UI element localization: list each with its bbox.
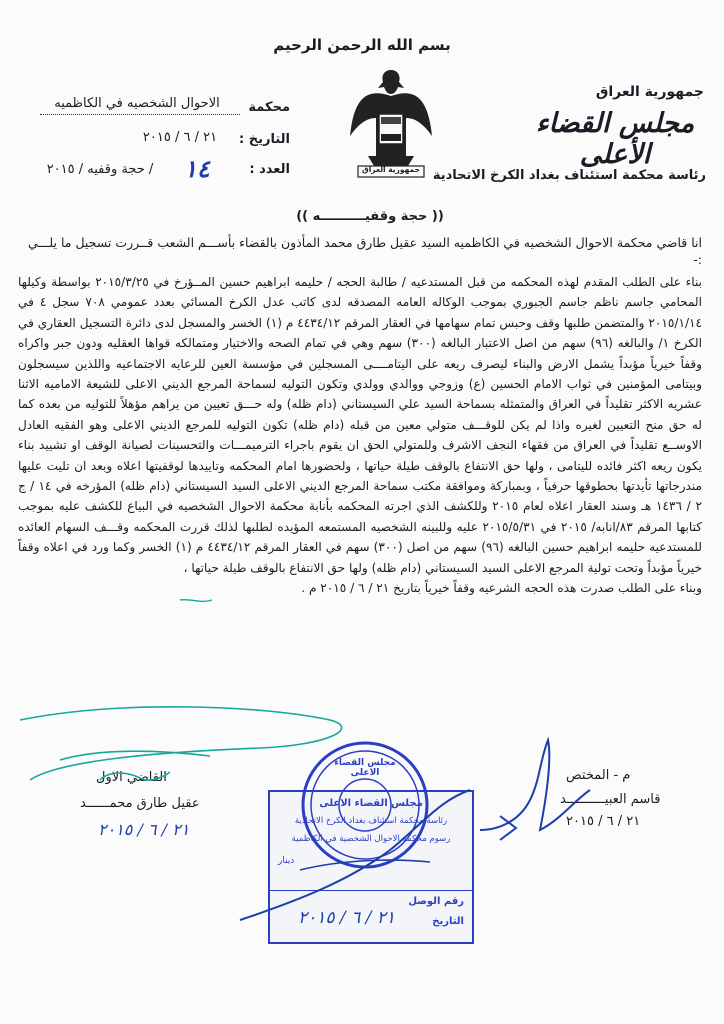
republic-heading: جمهورية العراق [595, 84, 704, 100]
document-body [18, 272, 702, 599]
fee-stamp-line-6: التاريخ [432, 916, 464, 927]
court-fee-stamp [268, 790, 474, 944]
body-paragraph-closing: وبناء على الطلب صدرت هذه الحجه الشرعيه وقفاً خيرياً بتاريخ ٢١ / ٦ / ٢٠١٥ م . [301, 581, 702, 596]
clerk-name: قاسم العبيــــــــــد [560, 792, 661, 807]
fee-stamp-line-5: رقم الوصل [408, 896, 464, 907]
judge-handwritten-date: ٢١ / ٦ / ٢٠١٥ [98, 820, 190, 839]
number-label: العدد : [249, 162, 290, 177]
council-heading: مجلس القضاء الأعلى [535, 108, 695, 170]
date-label: التاريخ : [239, 132, 290, 147]
fee-stamp-line-2: رئاسة محكمة استئناف بغداد الكرخ الاتحادية [294, 816, 448, 826]
round-stamp-text: مجلس القضاء الاعلى [334, 758, 396, 778]
fee-stamp-divider [270, 890, 472, 891]
fee-stamp-handwritten-date: ٢١ / ٦ / ٢٠١٥ [298, 908, 396, 928]
clerk-title: م - المختص [566, 768, 631, 783]
judge-title: القاضي الاول [96, 770, 167, 785]
court-label: محكمة [248, 100, 290, 115]
document-title: (( حجة وقفيــــــــــه )) [296, 209, 444, 224]
court-dotted-line [40, 114, 240, 115]
emblem-caption: جمهورية العراق [362, 165, 420, 174]
clerk-date: ٢١ / ٦ / ٢٠١٥ [566, 814, 641, 829]
number-suffix: / حجة وقفيه / ٢٠١٥ [46, 162, 154, 177]
fee-stamp-line-4: دينار [278, 856, 295, 866]
intro-paragraph: انا قاضي محكمة الاحوال الشخصيه في الكاظميه السيد عقيل طارق محمد المأذون بالقضاء بأســـم الشعب قــررت تسجيل ما يلـــي :- [27, 235, 702, 267]
body-paragraph-main: بناء على الطلب المقدم لهذه المحكمه من قبل المستدعيه / طالبة الحجه / حليمه ابراهيم حسين المــؤرخ في ٢٠١٥/٣/٢٥ بواسطة وكيلها المحامي جاسم ناظم جاسم الجبوري بموجب الوكاله العامه المصدقه لدى كاتب عدل الكرخ المسائي بعدد عمومي ٧٠٨ سجل ٤ في ٢٠١٥/١/١٤ والمتضمن طلبها وقف وحبس تمام سهامها في العقار المرقم ٤٤٣٤/١٢ م (١) الخسر والمسجل لدى دائرة التسجيل العقاري في الكرخ ١/ والبالغه (٩٦) سهم من اصل الاعتبار البالغه (٣٠٠) سهم وهي في تمام الصحه والاختيار ومتمالكه قواها العقليه ودون جبر واكراه وقفاً خيرياً مؤبداً يشمل الارض والبناء ليصرف ريعه على اليتامــــى المسجلين في مؤسسة العين للرعايه الاجتماعيه واللذين سيسجلون وبيتامى المؤمنين في ثواب الامام الحسين (ع) وزوجي ووالدي وولدي وتكون التوليه لسماحة المرجع الديني الاعلى للشيعة الاماميه الاثنا عشريه الاكثر تقليداً في العراق والمتمثله بسماحة السيد علي السيستاني (دام ظله) وله حـــق تعيين من يراهم مؤهلاً للتوليه من بعده كما له حق منح التعيين لغيره واذا لم يكن للوقـــف متولي معين من قبله (دام ظله) تكون التوليه للمرجع الديني الاعلى وهو الفقيه العادل الاوســع تقليداً في العراق من فقهاء النجف الاشرف وللمتولي الحق ان يقوم باجراء الترميمـــات والتحسينات لصيانة الوقف او تشييد بناء يكون ريعه اكثر فائده لليتامى ، ولها حق الانتفاع بالوقف طيلة حياتها ، ولحضورها امام المحكمه وتاييدها لوقفيتها اعلاه وبعد ان تليت عليها مندرجاتها تأيدتها بحطوقها حرفياً ، وبمباركة وموافقة مكتب سماحة المرجع الديني الاعلى السيد السيستاني (دام ظله) المؤرخه في ١٤ / ج ٢ / ١٤٣٦ هـ وسند العقار اعلاه لعام ٢٠١٥ وللكشف الذي اجرته المحكمه بأنابة محكمة الاحوال الشخصيه في البياع للكشف عليه بموجب كتابها المرقم ٨٣/انابه/ ٢٠١٥ في ٢٠١٥/٥/٣١ عليه وللبينه الشخصيه المستمعه المؤيده لطلبها لذلك قررت المحكمه وقـــف السهام العائده للمستدعيه حليمه ابراهيم حسين البالغه (٩٦) سهم من اصل (٣٠٠) سهم في العقار المرقم ٤٤٣٤/١٢ م (١) الخسر وكما ورد في اعلاه وقفاً خيرياً مؤبداً وتحت تولية المرجع الاعلى السيد السيستاني (دام ظله) ولها حق الانتفاع بالوقف طيلة حياتها ، [18, 275, 703, 575]
judge-name: عقيل طارق محمــــــد [80, 796, 200, 811]
fee-stamp-line-1: مجلس القضاء الاعلى [319, 798, 423, 809]
iraq-eagle-emblem [348, 66, 434, 178]
presidency-heading: رئاسة محكمة استئناف بغداد الكرخ الاتحادية [432, 168, 706, 183]
date-value: ٢١ / ٦ / ٢٠١٥ [142, 130, 218, 145]
court-value: الاحوال الشخصيه في الكاظميه [54, 96, 220, 111]
basmala: بسم الله الرحمن الرحيم [273, 36, 451, 54]
fee-stamp-line-3: رسوم محكمة الاحوال الشخصية في الكاظمية [291, 834, 451, 844]
number-value: ١٤ [184, 154, 210, 183]
